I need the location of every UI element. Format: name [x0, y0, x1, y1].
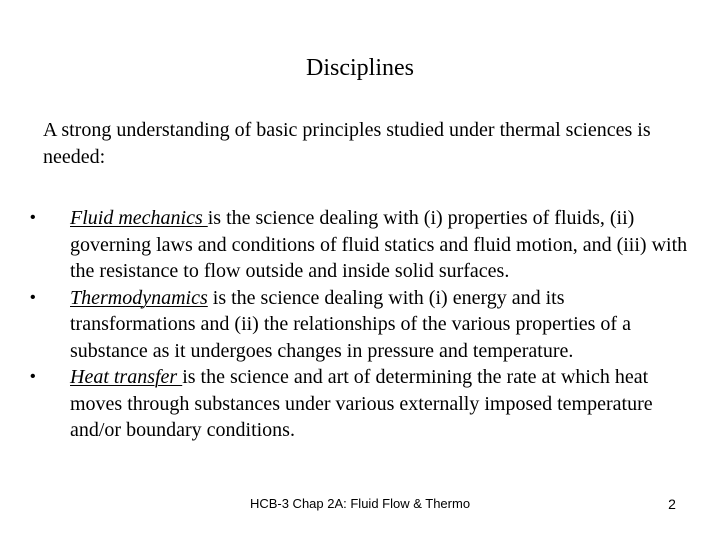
definition-thermodynamics: is the science dealing with (i) energy and its transformations and (ii) the relationships of the various properties of a substance as it undergoes changes in pressure and temperature.	[70, 286, 631, 362]
slide-title: Disciplines	[306, 55, 414, 81]
bullet-icon: •	[30, 288, 36, 306]
term-heat-transfer: Heat transfer	[70, 366, 183, 388]
page-number: 2	[668, 496, 676, 512]
definition-heat-transfer: is the science and art of determining the rate at which heat moves through substances under various externally imposed temperature and/or boundary conditions.	[70, 366, 653, 441]
term-fluid-mechanics: Fluid mechanics	[70, 207, 208, 229]
bullet-list	[25, 205, 693, 444]
bullet-item-thermodynamics	[25, 285, 693, 365]
bullet-item-heat-transfer	[25, 364, 693, 444]
term-thermodynamics: Thermodynamics	[70, 286, 208, 309]
bullet-icon: •	[30, 209, 36, 226]
bullet-icon: •	[30, 368, 36, 385]
bullet-item-fluid-mechanics	[25, 205, 693, 285]
intro-text: A strong understanding of basic principles studied under thermal sciences is needed:	[43, 119, 651, 168]
footer-text: HCB-3 Chap 2A: Fluid Flow & Thermo	[249, 496, 471, 511]
definition-fluid-mechanics: is the science dealing with (i) properties of fluids, (ii) governing laws and conditions of fluid statics and fluid motion, and (iii) with the resistance to flow outside and inside solid surfaces.	[70, 207, 688, 282]
